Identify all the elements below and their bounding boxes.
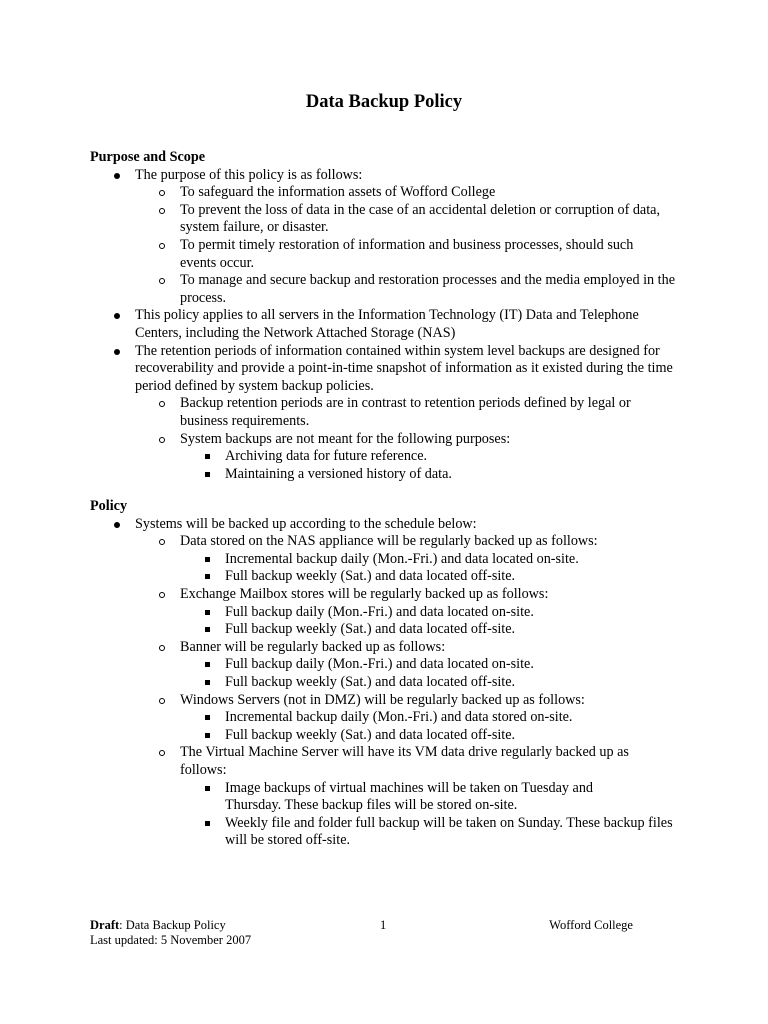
circle-bullet-icon <box>157 744 167 762</box>
policy-section <box>90 498 690 850</box>
list-item: Backup retention periods are in contrast to retention periods defined by legal or business requirements. <box>135 395 670 430</box>
list-item: To manage and secure backup and restoration processes and the media employed in the process. <box>135 272 675 307</box>
circle-bullet-icon <box>157 692 167 710</box>
purpose-heading: Purpose and Scope <box>90 149 206 165</box>
square-bullet-icon <box>202 604 212 622</box>
circle-bullet-icon <box>157 237 167 255</box>
list-item: Full backup daily (Mon.-Fri.) and data located on-site. <box>180 604 690 622</box>
page-title: Data Backup Policy <box>305 92 463 112</box>
list-item: This policy applies to all servers in the Information Technology (IT) Data and Telephone Centers, including the Network Attached Storage (NAS) <box>90 307 680 342</box>
list-item: Systems will be backed up according to the schedule below: Data stored on the NAS appliance will be regularly backed up as follows: Incremental backup daily (Mon.-Fri.) and data located on-site. Full backup weekly (Sat.) and data located off-site. Exchange Mailbox stores will be regularly backed up as follows: Full backup daily (Mon.-Fri.) and data located on-site. Full backup weekly (Sat.) and data located off-site. Banner will be regularly backed up as follows: Full backup daily (Mon.-Fri.) and data located on-site. Full backup weekly (Sat.) and data located off-site. Windows Servers (not in DMZ) will be regularly backed up as follows: Incremental backup daily (Mon.-Fri.) and data stored on-site. Full backup weekly (Sat.) and data located off-site. The Virtual Machine Server will have its VM data drive regularly backed up as follows: Image backups of virtual machines will be taken on Tuesday and Thursday. These backup files will be stored on-site. Weekly file and folder full backup will be taken on Sunday. These backup files will be stored off-site. <box>90 516 690 850</box>
list-item: Exchange Mailbox stores will be regularly backed up as follows: Full backup daily (Mon.-Fri.) and data located on-site. Full backup weekly (Sat.) and data located off-site. <box>135 586 690 639</box>
bullet-icon <box>112 167 122 185</box>
list-item: Data stored on the NAS appliance will be regularly backed up as follows: Incremental backup daily (Mon.-Fri.) and data located on-site. Full backup weekly (Sat.) and data located off-site. <box>135 533 690 586</box>
square-bullet-icon <box>202 551 212 569</box>
list-item: Incremental backup daily (Mon.-Fri.) and data stored on-site. <box>180 709 690 727</box>
list-item: Full backup weekly (Sat.) and data located off-site. <box>180 568 690 586</box>
footer-doc-label <box>90 918 226 933</box>
draft-label: Draft <box>90 918 120 932</box>
square-bullet-icon <box>202 709 212 727</box>
circle-bullet-icon <box>157 184 167 202</box>
list-item: Incremental backup daily (Mon.-Fri.) and data located on-site. <box>180 551 690 569</box>
circle-bullet-icon <box>157 639 167 657</box>
circle-bullet-icon <box>157 586 167 604</box>
square-bullet-icon <box>202 448 212 466</box>
square-bullet-icon <box>202 656 212 674</box>
list-item: Image backups of virtual machines will be taken on Tuesday and Thursday. These backup files will be stored on-site. <box>180 780 625 815</box>
square-bullet-icon <box>202 815 212 833</box>
list-item: Full backup weekly (Sat.) and data located off-site. <box>180 674 690 692</box>
bullet-icon <box>112 307 122 325</box>
square-bullet-icon <box>202 568 212 586</box>
square-bullet-icon <box>202 674 212 692</box>
page-number: 1 <box>380 918 387 932</box>
square-bullet-icon <box>202 780 212 798</box>
list-item: Windows Servers (not in DMZ) will be regularly backed up as follows: Incremental backup daily (Mon.-Fri.) and data stored on-site. Full backup weekly (Sat.) and data located off-site. <box>135 692 690 745</box>
list-item: The retention periods of information contained within system level backups are designed for recoverability and provide a point-in-time snapshot of information as it existed during the time period defined by system backup policies. Backup retention periods are in contrast to retention periods defined by legal or business requirements. System backups are not meant for the following purposes: Archiving data for future reference. Maintaining a versioned history of data. <box>90 343 683 484</box>
square-bullet-icon <box>202 621 212 639</box>
list-item: The purpose of this policy is as follows: To safeguard the information assets of Wofford College To prevent the loss of data in the case of an accidental deletion or corruption of data, system failure, or disaster. To permit timely restoration of information and business processes, should such events occur. To manage and secure backup and restoration processes and the media employed in the process. <box>90 167 690 308</box>
last-updated: Last updated: 5 November 2007 <box>90 933 252 947</box>
bullet-icon <box>112 516 122 534</box>
list-item: Full backup daily (Mon.-Fri.) and data located on-site. <box>180 656 690 674</box>
list-item: To permit timely restoration of information and business processes, should such events occur. <box>135 237 670 272</box>
list-item: The Virtual Machine Server will have its VM data drive regularly backed up as follows: Image backups of virtual machines will be taken on Tuesday and Thursday. These backup files will be stored on-site. Weekly file and folder full backup will be taken on Sunday. These backup files will be stored off-site. <box>135 744 670 850</box>
list-item: System backups are not meant for the following purposes: Archiving data for future reference. Maintaining a versioned history of data. <box>135 431 683 484</box>
list-item: Archiving data for future reference. <box>180 448 683 466</box>
purpose-list <box>90 167 690 484</box>
list-item: Weekly file and folder full backup will be taken on Sunday. These backup files will be stored off-site. <box>180 815 680 850</box>
list-item: Full backup weekly (Sat.) and data located off-site. <box>180 727 690 745</box>
list-item: To prevent the loss of data in the case of an accidental deletion or corruption of data, system failure, or disaster. <box>135 202 675 237</box>
footer-org: Wofford College <box>549 918 633 932</box>
policy-list <box>90 516 690 850</box>
circle-bullet-icon <box>157 533 167 551</box>
list-item: Banner will be regularly backed up as follows: Full backup daily (Mon.-Fri.) and data located on-site. Full backup weekly (Sat.) and data located off-site. <box>135 639 690 692</box>
purpose-section <box>90 149 690 483</box>
square-bullet-icon <box>202 727 212 745</box>
square-bullet-icon <box>202 466 212 484</box>
footer-doc-name: : Data Backup Policy <box>119 918 226 932</box>
circle-bullet-icon <box>157 395 167 413</box>
circle-bullet-icon <box>157 202 167 220</box>
circle-bullet-icon <box>157 431 167 449</box>
page-footer <box>90 918 633 948</box>
policy-heading: Policy <box>90 498 128 514</box>
bullet-icon <box>112 343 122 361</box>
circle-bullet-icon <box>157 272 167 290</box>
list-item: Maintaining a versioned history of data. <box>180 466 683 484</box>
list-item: To safeguard the information assets of Wofford College <box>135 184 690 202</box>
list-item: Full backup weekly (Sat.) and data located off-site. <box>180 621 690 639</box>
